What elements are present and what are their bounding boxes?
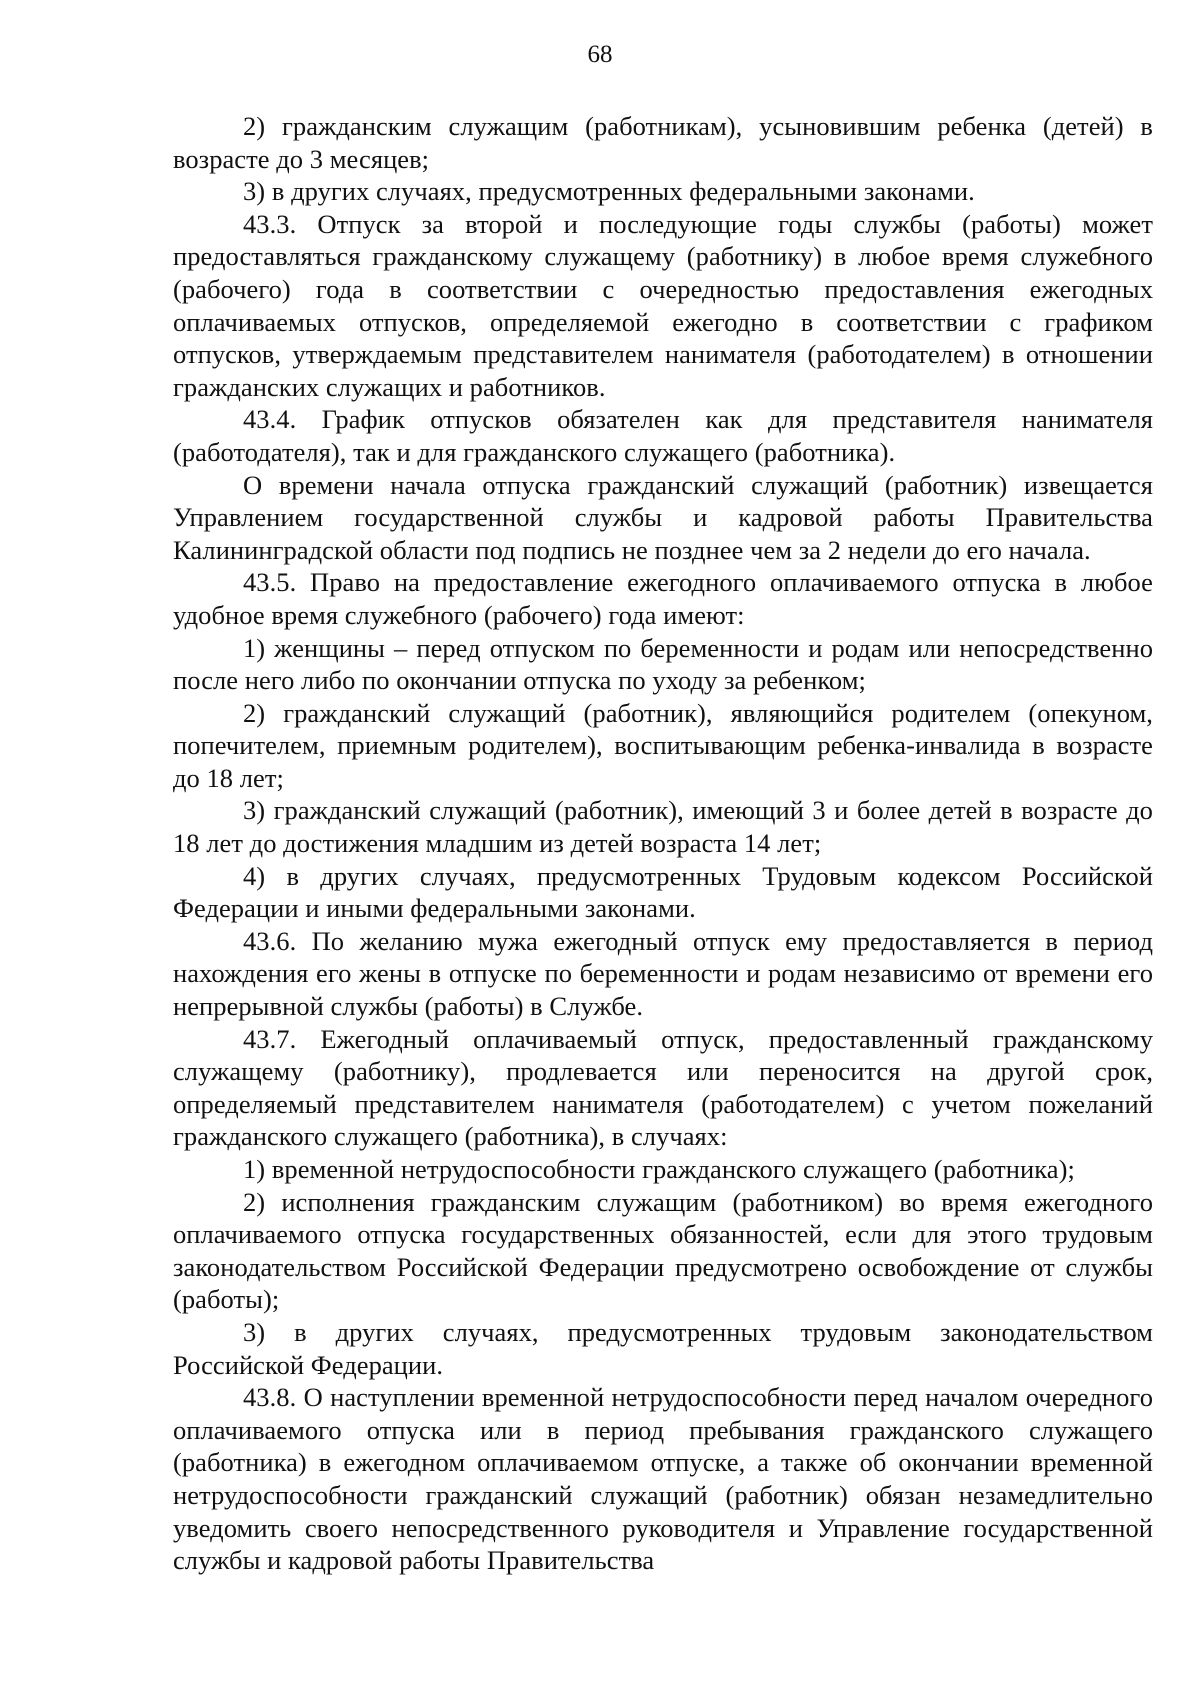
paragraph: 1) женщины – перед отпуском по беременности и родам или непосредственно после него либо по окончании отпуска по уходу за ребенком; bbox=[173, 632, 1153, 696]
page-number: 68 bbox=[587, 41, 613, 68]
paragraph: 2) гражданский служащий (работник), являющийся родителем (опекуном, попечителем, приемным родителем), воспитывающим ребенка-инвалида в возрасте до 18 лет; bbox=[173, 697, 1153, 793]
paragraph: 3) в других случаях, предусмотренных федеральными законами. bbox=[243, 176, 975, 207]
paragraph: 43.4. График отпусков обязателен как для представителя нанимателя (работодателя), так и для гражданского служащего (работника). bbox=[173, 404, 1153, 467]
document-body bbox=[173, 110, 1153, 1577]
paragraph: О времени начала отпуска гражданский служащий (работник) извещается Управлением государственной службы и кадровой работы Правительства Калининградской области под подпись не позднее чем за 2 недели до его начала. bbox=[173, 469, 1153, 565]
paragraph: 3) в других случаях, предусмотренных трудовым законодательством Российской Федерации. bbox=[173, 1316, 1153, 1380]
paragraph: 4) в других случаях, предусмотренных Трудовым кодексом Российской Федерации и иными федеральными законами. bbox=[173, 860, 1153, 924]
paragraph: 43.8. О наступлении временной нетрудоспособности перед началом очередного оплачиваемого отпуска или в период пребывания гражданского служащего (работника) в ежегодном оплачиваемом отпуске, а также об окончании временной нетрудоспособности гражданский служащий (работник) обязан незамедлительно уведомить своего непосредственного руководителя и Управление государственной службы и кадровой работы Правительства bbox=[173, 1382, 1153, 1576]
paragraph: 43.7. Ежегодный оплачиваемый отпуск, предоставленный гражданскому служащему (работнику), продлевается или переносится на другой срок, определяемый представителем нанимателя (работодателем) с учетом пожеланий гражданского служащего (работника), в случаях: bbox=[173, 1023, 1153, 1152]
paragraph: 3) гражданский служащий (работник), имеющий 3 и более детей в возрасте до 18 лет до достижения младшим из детей возраста 14 лет; bbox=[173, 795, 1153, 859]
paragraph: 43.3. Отпуск за второй и последующие годы службы (работы) может предоставляться гражданскому служащему (работнику) в любое время служебного (рабочего) года в соответствии с очередностью предоставления ежегодных оплачиваемых отпусков, определяемой ежегодно в соответствии с графиком отпусков, утверждаемым представителем нанимателя (работодателем) в отношении гражданских служащих и работников. bbox=[173, 208, 1153, 402]
paragraph: 43.6. По желанию мужа ежегодный отпуск ему предоставляется в период нахождения его жены в отпуске по беременности и родам независимо от времени его непрерывной службы (работы) в Службе. bbox=[173, 925, 1153, 1022]
paragraph: 43.5. Право на предоставление ежегодного оплачиваемого отпуска в любое удобное время служебного (рабочего) года имеют: bbox=[173, 567, 1153, 630]
paragraph: 1) временной нетрудоспособности гражданского служащего (работника); bbox=[243, 1154, 1075, 1184]
paragraph: 2) исполнения гражданским служащим (работником) во время ежегодного оплачиваемого отпуска государственных обязанностей, если для этого трудовым законодательством Российской Федерации предусмотрено освобождение от службы (работы); bbox=[173, 1186, 1153, 1315]
paragraph: 2) гражданским служащим (работникам), усыновившим ребенка (детей) в возрасте до 3 месяцев; bbox=[173, 111, 1153, 174]
